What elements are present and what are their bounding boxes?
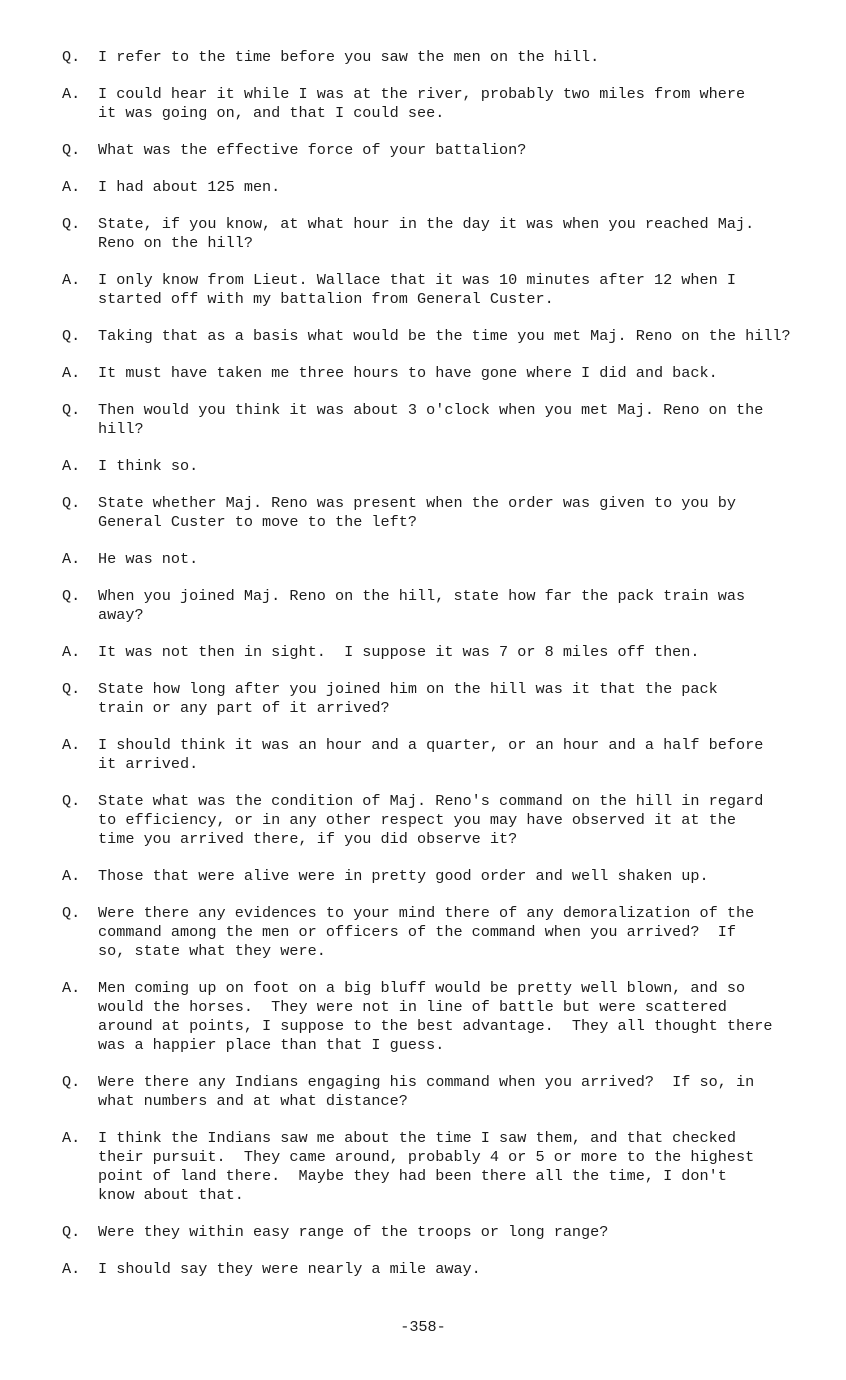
entry-text: I think the Indians saw me about the time I saw them, and that checked their pursuit. They came around, probably 4 or 5 or more to the highest point of land there. Maybe they had been there all the time, I don't know about that. <box>98 1129 755 1204</box>
entry-label: A. <box>62 736 81 754</box>
entry-label: A. <box>62 867 81 885</box>
entry-text: It must have taken me three hours to have gone where I did and back. <box>98 364 718 382</box>
entry-text: Men coming up on foot on a big bluff would be pretty well blown, and so would the horses. They were not in line of battle but were scattered around at points, I suppose to the best advantage. They all thought there was a happier place than that I guess. <box>98 979 773 1054</box>
entry-text: It was not then in sight. I suppose it was 7 or 8 miles off then. <box>98 643 700 661</box>
entry-label: A. <box>62 364 81 382</box>
entry-text: What was the effective force of your battalion? <box>98 141 527 159</box>
answer-entry <box>62 643 802 662</box>
testimony-list <box>62 48 802 1297</box>
entry-text: I should think it was an hour and a quarter, or an hour and a half before it arrived. <box>98 736 764 773</box>
entry-text: When you joined Maj. Reno on the hill, state how far the pack train was away? <box>98 587 746 624</box>
entry-label: A. <box>62 550 81 568</box>
page-number: -358- <box>400 1318 446 1336</box>
question-entry <box>62 48 802 67</box>
answer-entry <box>62 1129 802 1205</box>
entry-label: Q. <box>62 494 81 512</box>
entry-label: A. <box>62 271 81 289</box>
entry-label: Q. <box>62 792 81 810</box>
question-entry <box>62 327 802 346</box>
question-entry <box>62 494 802 532</box>
entry-label: Q. <box>62 680 81 698</box>
question-entry <box>62 215 802 253</box>
entry-label: A. <box>62 1129 81 1147</box>
entry-text: I could hear it while I was at the river, probably two miles from where it was going on, and that I could see. <box>98 85 746 122</box>
answer-entry <box>62 867 802 886</box>
entry-text: He was not. <box>98 550 199 568</box>
entry-label: Q. <box>62 1223 81 1241</box>
entry-label: A. <box>62 178 81 196</box>
entry-text: I only know from Lieut. Wallace that it was 10 minutes after 12 when I started off with my battalion from General Custer. <box>98 271 736 308</box>
entry-text: State whether Maj. Reno was present when the order was given to you by General Custer to move to the left? <box>98 494 736 531</box>
entry-text: I had about 125 men. <box>98 178 281 196</box>
answer-entry <box>62 178 802 197</box>
answer-entry <box>62 271 802 309</box>
entry-label: Q. <box>62 904 81 922</box>
entry-text: Those that were alive were in pretty good order and well shaken up. <box>98 867 709 885</box>
answer-entry <box>62 550 802 569</box>
entry-text: State, if you know, at what hour in the day it was when you reached Maj. Reno on the hill? <box>98 215 755 252</box>
question-entry <box>62 904 802 961</box>
answer-entry <box>62 736 802 774</box>
question-entry <box>62 587 802 625</box>
entry-text: Were there any Indians engaging his command when you arrived? If so, in what numbers and at what distance? <box>98 1073 755 1110</box>
answer-entry <box>62 457 802 476</box>
entry-label: Q. <box>62 327 81 345</box>
entry-text: State how long after you joined him on the hill was it that the pack train or any part of it arrived? <box>98 680 718 717</box>
answer-entry <box>62 85 802 123</box>
entry-label: A. <box>62 1260 81 1278</box>
entry-label: A. <box>62 643 81 661</box>
entry-text: Taking that as a basis what would be the time you met Maj. Reno on the hill? <box>98 327 791 345</box>
entry-label: Q. <box>62 215 81 233</box>
entry-text: Then would you think it was about 3 o'clock when you met Maj. Reno on the hill? <box>98 401 764 438</box>
entry-text: State what was the condition of Maj. Reno's command on the hill in regard to efficiency, or in any other respect you may have observed it at the time you arrived there, if you did observe it? <box>98 792 764 848</box>
question-entry <box>62 680 802 718</box>
entry-label: Q. <box>62 1073 81 1091</box>
entry-text: I think so. <box>98 457 199 475</box>
entry-label: Q. <box>62 587 81 605</box>
entry-text: I refer to the time before you saw the men on the hill. <box>98 48 600 66</box>
entry-text: Were they within easy range of the troops or long range? <box>98 1223 609 1241</box>
entry-label: Q. <box>62 48 81 66</box>
entry-label: Q. <box>62 401 81 419</box>
answer-entry <box>62 1260 802 1279</box>
question-entry <box>62 401 802 439</box>
answer-entry <box>62 364 802 383</box>
question-entry <box>62 1223 802 1242</box>
entry-label: Q. <box>62 141 81 159</box>
entry-label: A. <box>62 457 81 475</box>
entry-label: A. <box>62 85 81 103</box>
question-entry <box>62 792 802 849</box>
entry-text: I should say they were nearly a mile away. <box>98 1260 481 1278</box>
entry-label: A. <box>62 979 81 997</box>
entry-text: Were there any evidences to your mind there of any demoralization of the command among the men or officers of the command when you arrived? If so, state what they were. <box>98 904 755 960</box>
answer-entry <box>62 979 802 1055</box>
question-entry <box>62 141 802 160</box>
question-entry <box>62 1073 802 1111</box>
